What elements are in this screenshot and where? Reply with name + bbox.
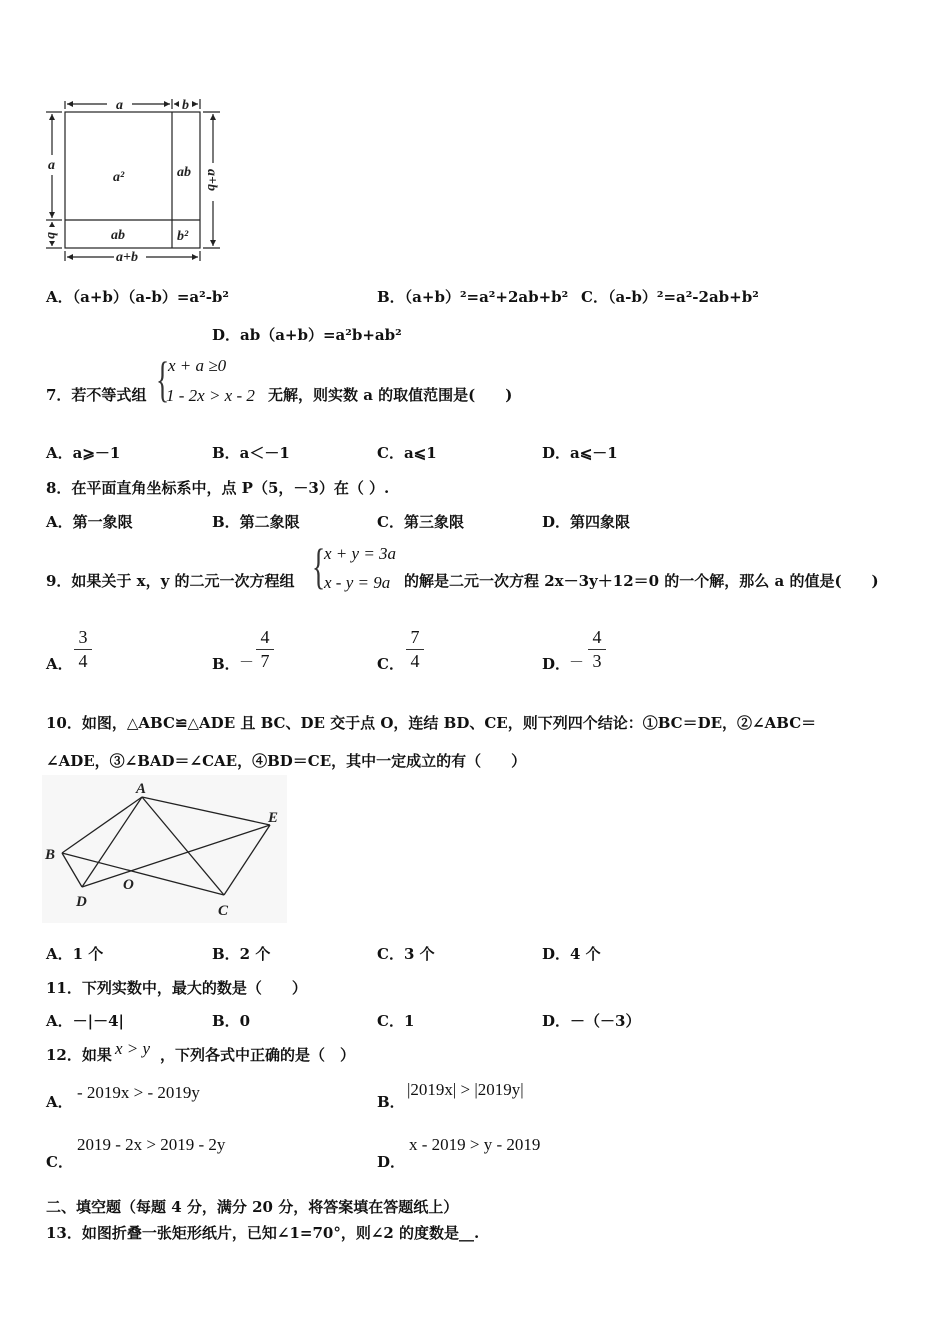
q9-stem-suffix: 的解是二元一次方程 2x－3y＋12＝0 的一个解，那么 a 的值是( ) — [404, 572, 879, 590]
q12-option-a-expr: - 2019x > - 2019y — [77, 1083, 200, 1102]
q8-option-c: C．第三象限 — [377, 513, 464, 531]
q7-stem-prefix: 7．若不等式组 — [46, 386, 147, 404]
q12-stem-condition: x > y — [115, 1039, 151, 1058]
q7-option-b: B．a＜－1 — [212, 444, 290, 462]
q7-brace: { — [156, 351, 170, 407]
q9-option-c-label: C． — [377, 655, 404, 673]
q11-option-a: A．－|－4| — [46, 1012, 124, 1030]
q8-stem: 8．在平面直角坐标系中，点 P（5，－3）在（ ）. — [46, 479, 390, 497]
q8-option-b: B．第二象限 — [212, 513, 300, 531]
q9-option-b-fraction — [256, 627, 274, 672]
q9-c-denominator: 4 — [410, 651, 420, 671]
q8-option-d: D．第四象限 — [542, 513, 631, 531]
q7-option-d: D．a⩽－1 — [542, 444, 618, 462]
q12-option-b-label: B． — [377, 1093, 405, 1111]
q9-stem-prefix: 9．如果关于 x，y 的二元一次方程组 — [46, 572, 295, 590]
q11-option-c: C．1 — [377, 1012, 415, 1030]
q10-option-b: B．2 个 — [212, 945, 271, 963]
q12-stem-prefix: 12．如果 — [46, 1046, 112, 1064]
square-area-figure — [42, 95, 232, 270]
q10-stem-line1: 10．如图，△ABC≌△ADE 且 BC、DE 交于点 O，连结 BD、CE，则下列四个结论：①BC＝DE，②∠ABC＝ — [46, 714, 817, 732]
q12-option-c-label: C． — [46, 1153, 73, 1171]
q9-b-denominator: 7 — [260, 651, 270, 671]
fig-label-b-squared: b² — [177, 229, 189, 244]
fig-point-c: C — [218, 903, 229, 919]
q12-option-d-label: D． — [377, 1153, 406, 1171]
q9-system-line1: x + y = 3a — [324, 544, 397, 563]
fig-label-ab-right: ab — [177, 165, 191, 180]
q11-option-d: D．－（－3） — [542, 1012, 641, 1030]
q7-option-a: A．a⩾－1 — [46, 444, 121, 462]
q9-a-numerator: 3 — [78, 627, 88, 647]
q6-option-a: A．（a+b）（a-b）=a²-b² — [46, 288, 229, 306]
outer-square — [65, 112, 200, 248]
q9-brace: { — [312, 538, 326, 594]
q7-stem-suffix: 无解，则实数 a 的取值范围是( ) — [268, 386, 513, 404]
q13-stem: 13．如图折叠一张矩形纸片，已知∠1=70°，则∠2 的度数是__. — [46, 1224, 480, 1242]
q9-option-b-sign: － — [239, 653, 255, 671]
q9-option-b-label: B． — [212, 655, 240, 673]
q9-option-d-sign: － — [569, 653, 585, 671]
q10-option-a: A．1 个 — [46, 945, 104, 963]
fig-label-top-a: a — [116, 98, 123, 113]
q9-option-d-label: D． — [542, 655, 571, 673]
q7-system-line2: 1 - 2x > x - 2 — [166, 386, 255, 405]
q6-option-c: C．（a-b）²=a²-2ab+b² — [581, 288, 759, 306]
fig-label-top-b: b — [182, 98, 189, 113]
q12-option-d-expr: x - 2019 > y - 2019 — [409, 1135, 541, 1154]
fig-label-bottom-ab: a+b — [116, 250, 138, 265]
q9-option-a-label: A． — [46, 655, 73, 673]
q12-option-b-expr: |2019x| > |2019y| — [407, 1080, 524, 1099]
q6-option-b: B．（a+b）²=a²+2ab+b² — [377, 288, 569, 306]
fig-point-o: O — [123, 877, 134, 893]
q10-option-d: D．4 个 — [542, 945, 601, 963]
q10-option-c: C．3 个 — [377, 945, 435, 963]
q9-d-denominator: 3 — [592, 651, 602, 671]
fig-label-right-ab: a+b — [204, 169, 219, 191]
q9-d-numerator: 4 — [592, 627, 602, 647]
q12-option-a-label: A． — [46, 1093, 73, 1111]
q8-option-a: A．第一象限 — [46, 513, 133, 531]
q12-stem-suffix: ，下列各式中正确的是（ ） — [160, 1046, 356, 1064]
q9-option-a-fraction — [74, 627, 92, 672]
q9-option-c-fraction — [406, 627, 424, 672]
fig-point-b: B — [45, 847, 56, 863]
q6-option-d: D．ab（a+b）=a²b+ab² — [212, 326, 402, 344]
q9-option-d-fraction — [588, 627, 606, 672]
q10-stem-line2: ∠ADE，③∠BAD＝∠CAE，④BD＝CE，其中一定成立的有（ ） — [46, 752, 527, 770]
fig-point-a: A — [136, 781, 147, 797]
fig-label-a-squared: a² — [113, 170, 125, 185]
q9-system-line2: x - y = 9a — [324, 573, 391, 592]
q9-a-denominator: 4 — [78, 651, 88, 671]
section-heading: 二、填空题（每题 4 分，满分 20 分，将答案填在答题纸上） — [46, 1198, 459, 1216]
triangle-congruence-figure — [42, 775, 287, 923]
q9-b-numerator: 4 — [260, 627, 270, 647]
fig-point-e: E — [268, 810, 279, 826]
fig-label-ab-bottom: ab — [111, 228, 125, 243]
fig-label-left-b: b — [44, 232, 59, 239]
q11-stem: 11．下列实数中，最大的数是（ ） — [46, 979, 307, 997]
q11-option-b: B．0 — [212, 1012, 251, 1030]
q12-option-c-expr: 2019 - 2x > 2019 - 2y — [77, 1135, 226, 1154]
q7-option-c: C．a⩽1 — [377, 444, 437, 462]
q9-c-numerator: 7 — [410, 627, 420, 647]
q7-system-line1: x + a ≥0 — [168, 356, 227, 375]
fig-point-d: D — [76, 894, 87, 910]
fig-label-left-a: a — [48, 158, 55, 173]
